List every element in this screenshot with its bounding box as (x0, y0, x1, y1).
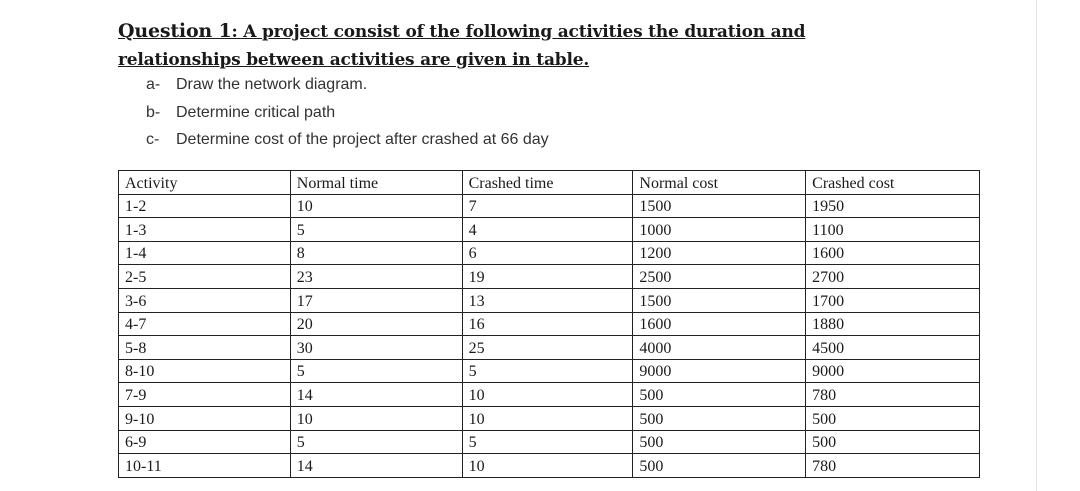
table-cell: 10 (290, 194, 462, 218)
table-row (119, 454, 980, 478)
table-row (119, 359, 980, 383)
table-cell: 13 (462, 288, 633, 312)
table-cell: 2-5 (119, 265, 291, 289)
table-cell: 1600 (806, 241, 980, 265)
column-header: Crashed cost (806, 171, 980, 195)
question-text: : A project consist of the following activities the duration and relationships between activities are given in table. (118, 22, 806, 70)
table-row (119, 194, 980, 218)
table-cell: 10 (290, 406, 462, 430)
table-cell: 1-2 (119, 194, 291, 218)
column-header: Normal time (290, 171, 462, 195)
table-cell: 30 (290, 336, 462, 360)
table-cell: 9000 (633, 359, 806, 383)
table-cell: 1-4 (119, 241, 291, 265)
table-cell: 500 (633, 430, 806, 454)
sub-question-b (146, 99, 549, 127)
table-cell: 4500 (806, 336, 980, 360)
table-cell: 5 (290, 430, 462, 454)
table-cell: 5 (290, 359, 462, 383)
table-cell: 8-10 (119, 359, 291, 383)
table-row (119, 288, 980, 312)
sub-question-letter: b- (146, 103, 161, 121)
table-cell: 9-10 (119, 406, 291, 430)
table-cell: 7 (462, 194, 633, 218)
table-cell: 17 (290, 288, 462, 312)
table-cell: 4-7 (119, 312, 291, 336)
table-cell: 1700 (806, 288, 980, 312)
table-cell: 23 (290, 265, 462, 289)
table-cell: 4 (462, 218, 633, 242)
table-row (119, 383, 980, 407)
table-cell: 6 (462, 241, 633, 265)
sub-question-a (146, 71, 549, 99)
table-cell: 1-3 (119, 218, 291, 242)
table-cell: 14 (290, 454, 462, 478)
table-cell: 7-9 (119, 383, 291, 407)
table-cell: 3-6 (119, 288, 291, 312)
table-cell: 500 (806, 430, 980, 454)
column-header: Crashed time (462, 171, 633, 195)
table-body (119, 194, 980, 477)
question-number: Question 1 (118, 20, 232, 42)
sub-question-list (146, 71, 549, 154)
table-cell: 5 (462, 430, 633, 454)
table-cell: 1500 (633, 288, 806, 312)
table-cell: 1100 (806, 218, 980, 242)
table-cell: 780 (806, 383, 980, 407)
table-cell: 5 (462, 359, 633, 383)
table-cell: 10 (462, 406, 633, 430)
table-row (119, 241, 980, 265)
table-cell: 1000 (633, 218, 806, 242)
table-row (119, 406, 980, 430)
table-cell: 780 (806, 454, 980, 478)
table-cell: 1600 (633, 312, 806, 336)
table-row (119, 265, 980, 289)
table-row (119, 218, 980, 242)
table-cell: 5-8 (119, 336, 291, 360)
table-cell: 6-9 (119, 430, 291, 454)
sub-question-text: Draw the network diagram. (176, 76, 368, 93)
sub-question-c (146, 126, 549, 154)
table-cell: 16 (462, 312, 633, 336)
table-cell: 10 (462, 454, 633, 478)
table-cell: 500 (633, 406, 806, 430)
table-cell: 4000 (633, 336, 806, 360)
table-cell: 20 (290, 312, 462, 336)
sub-question-text: Determine cost of the project after crashed at 66 day (176, 131, 549, 148)
table-cell: 8 (290, 241, 462, 265)
table-cell: 1950 (806, 194, 980, 218)
sub-question-letter: c- (146, 131, 160, 148)
table-cell: 19 (462, 265, 633, 289)
table-cell: 1200 (633, 241, 806, 265)
table-cell: 500 (806, 406, 980, 430)
table-cell: 2700 (806, 265, 980, 289)
table-cell: 1880 (806, 312, 980, 336)
table-row (119, 336, 980, 360)
sub-question-letter: a- (146, 76, 161, 93)
table-cell: 500 (633, 383, 806, 407)
table-cell: 14 (290, 383, 462, 407)
table-cell: 500 (633, 454, 806, 478)
table-cell: 2500 (633, 265, 806, 289)
column-header: Normal cost (633, 171, 806, 195)
table-cell: 10 (462, 383, 633, 407)
table-cell: 1500 (633, 194, 806, 218)
sub-question-text: Determine critical path (176, 103, 336, 121)
question-title (118, 17, 918, 74)
column-header: Activity (119, 171, 291, 195)
table-cell: 10-11 (119, 454, 291, 478)
table-cell: 25 (462, 336, 633, 360)
table-header-row (119, 171, 980, 195)
table-row (119, 430, 980, 454)
table-cell: 9000 (806, 359, 980, 383)
table-row (119, 312, 980, 336)
activity-table (118, 170, 980, 478)
table-cell: 5 (290, 218, 462, 242)
